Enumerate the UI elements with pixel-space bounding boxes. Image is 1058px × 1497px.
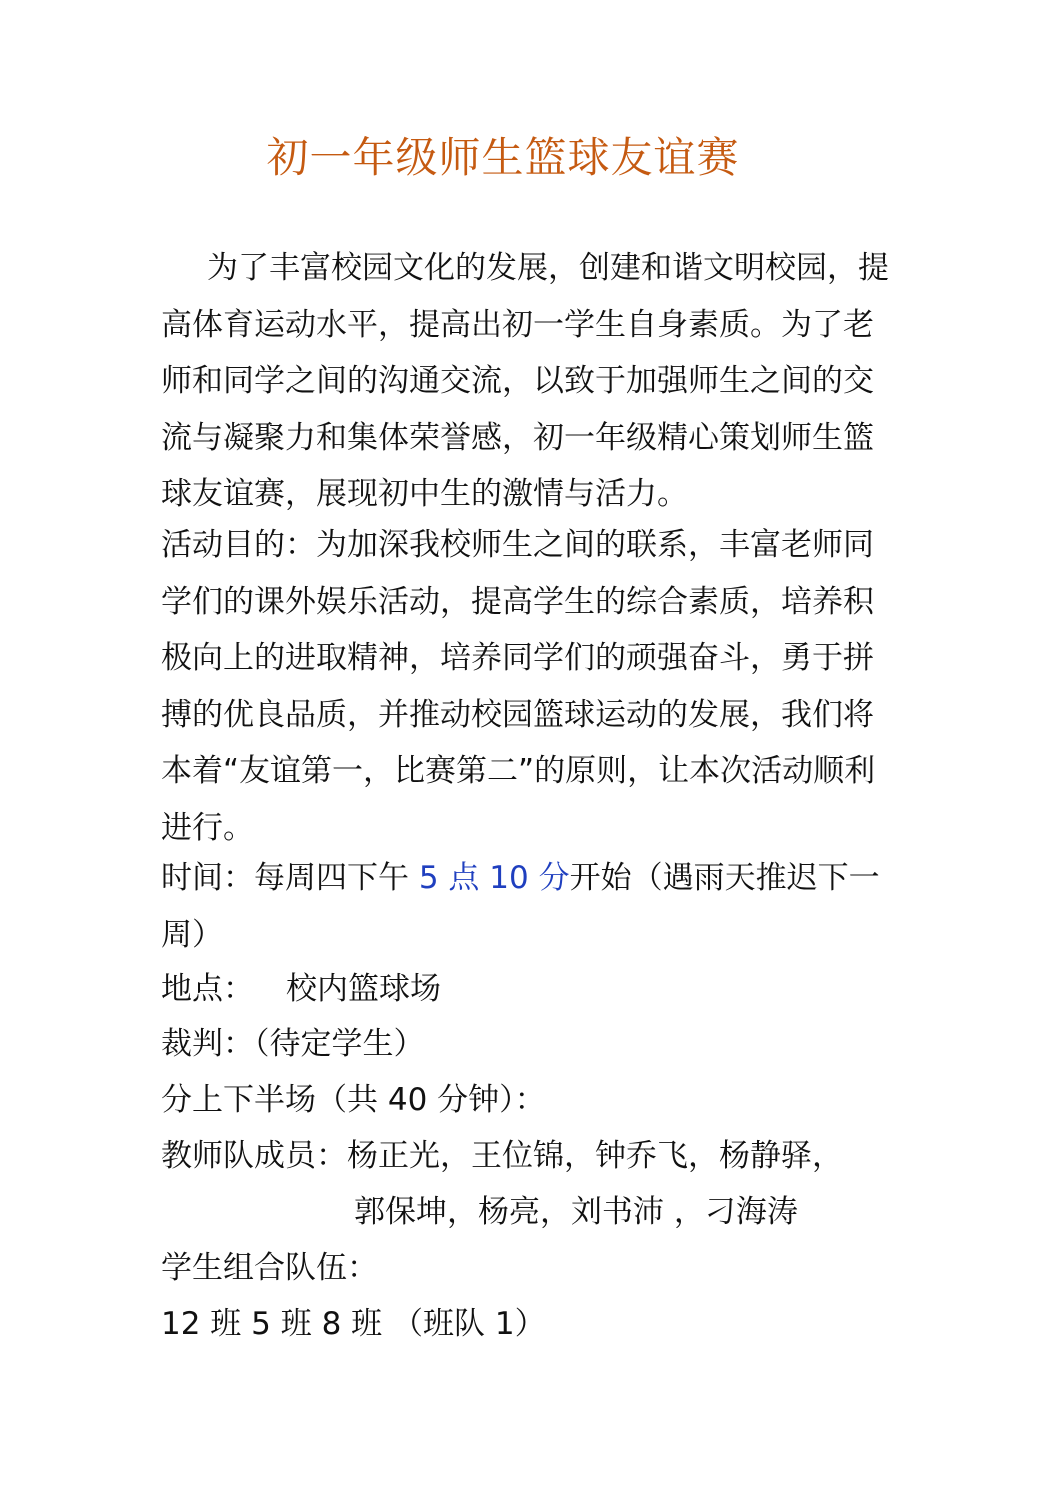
halves-line: 分上下半场（共 40 分钟）：: [161, 1082, 546, 1118]
teacher-team-line-2: 郭保坤，杨亮，刘书沛 ，刁海涛: [354, 1194, 798, 1230]
student-team-label: 学生组合队伍：: [161, 1250, 378, 1286]
document-title: 初一年级师生篮球友谊赛: [266, 133, 740, 182]
time-suffix: 开始（遇雨天推迟下一周）: [161, 860, 880, 953]
location-label: 地点：: [161, 971, 254, 1007]
team-1-line: 12 班 5 班 8 班 （班队 1）: [161, 1306, 546, 1342]
referee-line: 裁判：（待定学生）: [161, 1026, 425, 1062]
time-paragraph: [161, 850, 891, 963]
location-value: 校内篮球场: [286, 971, 441, 1007]
location-line: [161, 961, 441, 1017]
intro-paragraph: 为了丰富校园文化的发展，创建和谐文明校园，提高体育运动水平，提高出初一学生自身素质。为了老师和同学之间的沟通交流，以致于加强师生之间的交流与凝聚力和集体荣誉感，初一年级精心策划师生篮球友谊赛，展现初中生的激情与活力。: [161, 250, 889, 512]
purpose-paragraph: 活动目的：为加深我校师生之间的联系，丰富老师同学们的课外娱乐活动，提高学生的综合素质，培养积极向上的进取精神，培养同学们的顽强奋斗，勇于拼搏的优良品质，并推动校园篮球运动的发展，我们将本着“友谊第一，比赛第二”的原则，让本次活动顺利进行。: [161, 527, 876, 846]
teacher-team-line-1: 教师队成员：杨正光，王位锦，钟乔飞，杨静驿，: [161, 1138, 843, 1174]
time-highlight: 5 点 10 分: [418, 860, 570, 896]
time-prefix: 时间：每周四下午: [161, 860, 419, 896]
